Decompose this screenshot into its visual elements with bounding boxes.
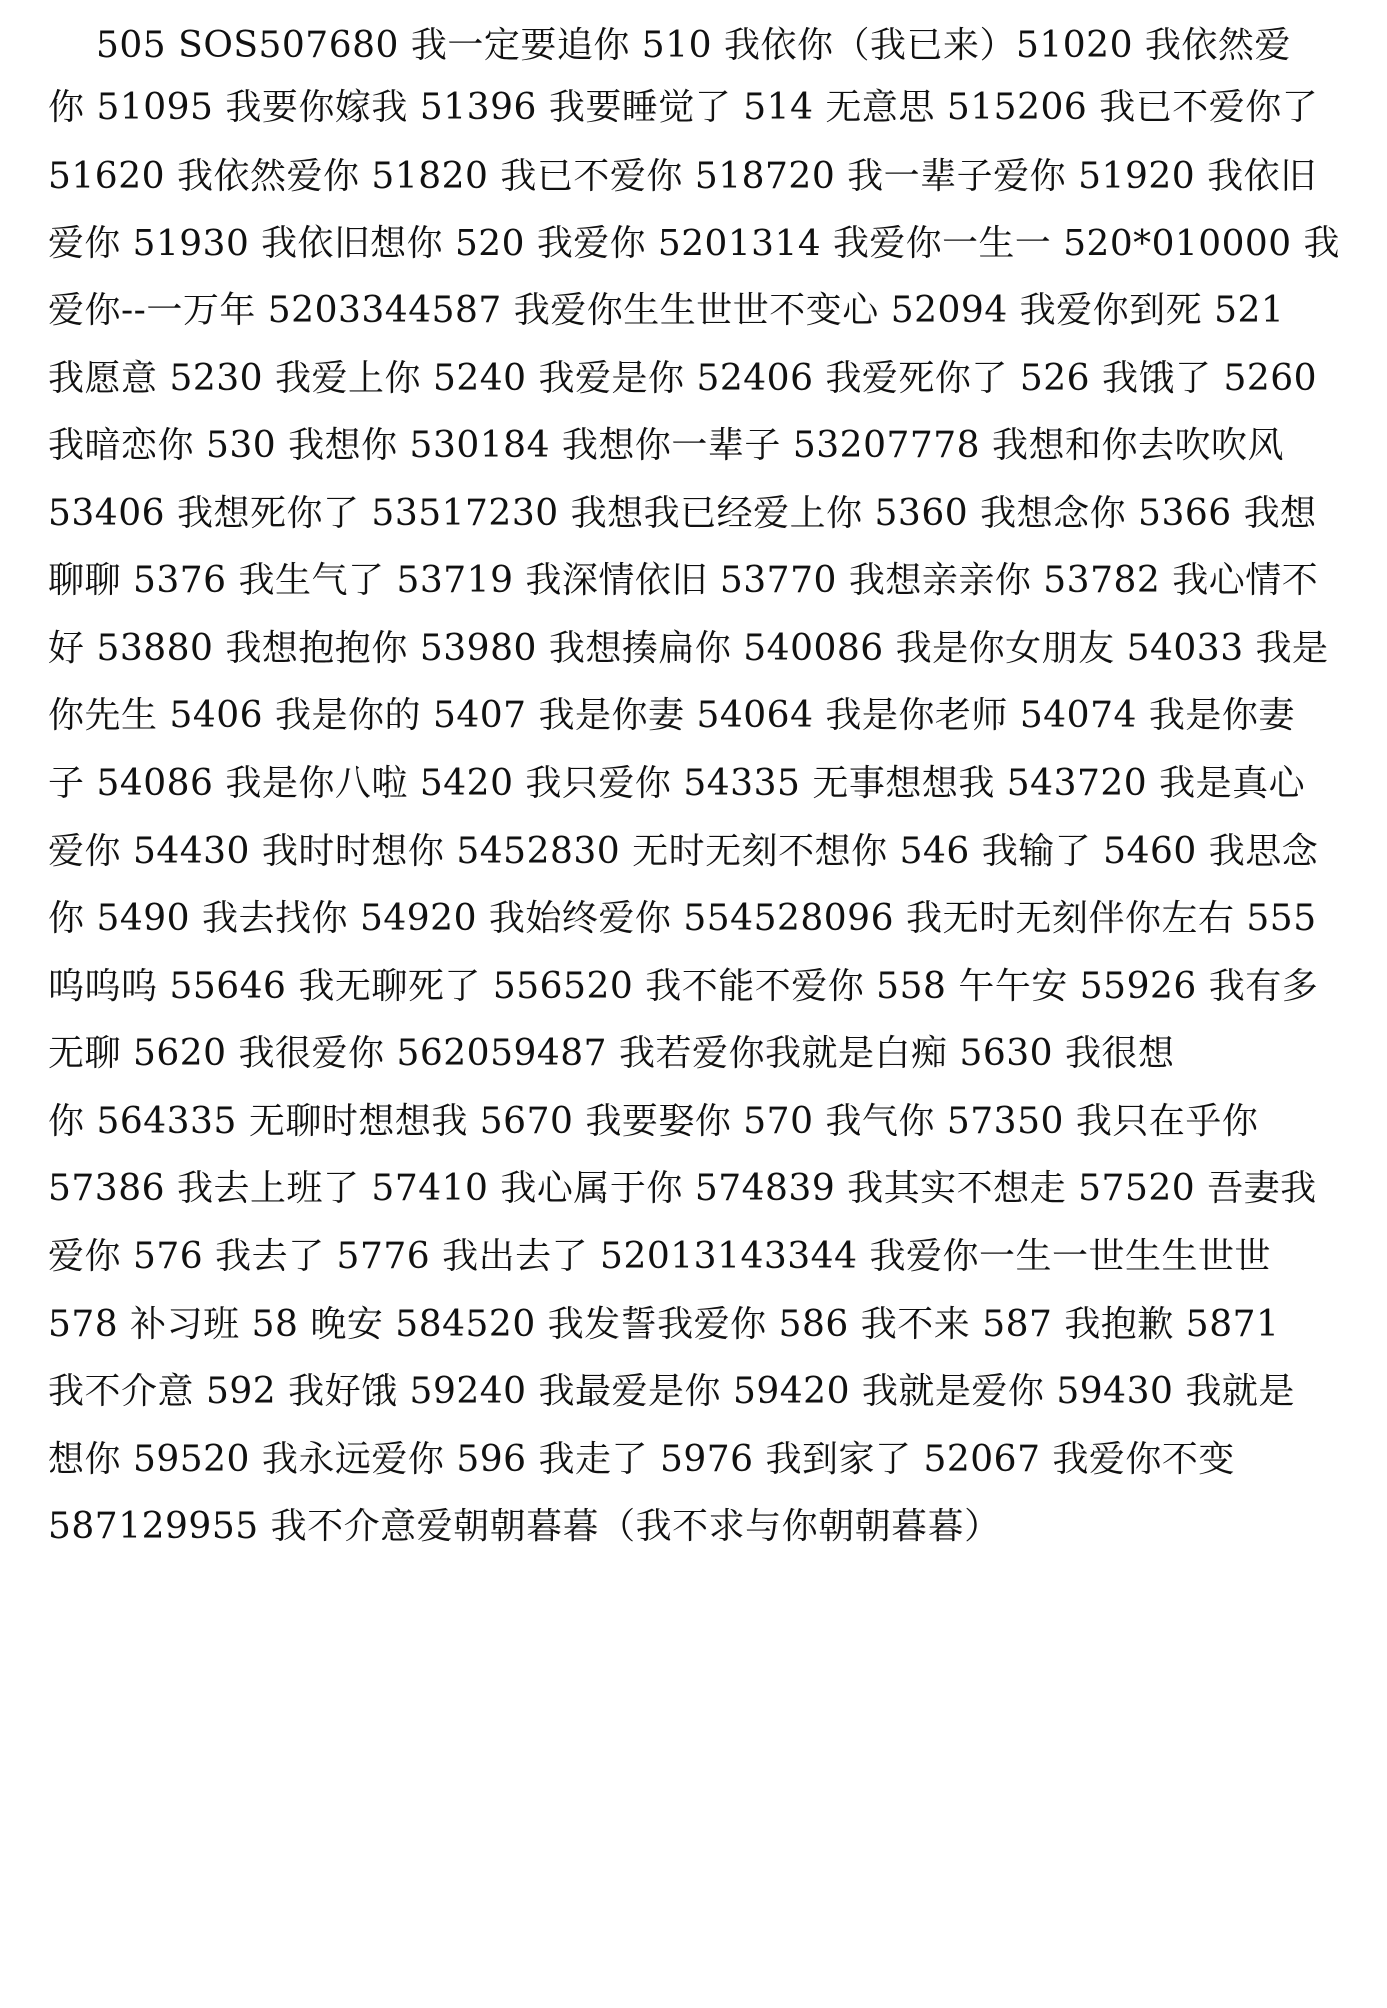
text-line-3: 51620 我依然爱你 51820 我已不爱你 518720 我一辈子爱你 51920 我依旧 xyxy=(48,156,1317,197)
text-line-20: 578 补习班 58 晚安 584520 我发誓我爱你 586 我不来 587 我抱歉 5871 xyxy=(48,1304,1280,1345)
text-line-23: 587129955 我不介意爱朝朝暮暮（我不求与你朝朝暮暮） xyxy=(48,1506,1001,1547)
text-line-21: 我不介意 592 我好饿 59240 我最爱是你 59420 我就是爱你 59430 我就是 xyxy=(48,1371,1295,1412)
text-line-13: 爱你 54430 我时时想你 5452830 无时无刻不想你 546 我输了 5460 我思念 xyxy=(48,831,1319,872)
text-line-7: 我暗恋你 530 我想你 530184 我想你一辈子 53207778 我想和你去吹吹风 xyxy=(48,425,1285,466)
text-line-14: 你 5490 我去找你 54920 我始终爱你 554528096 我无时无刻伴你左右 555 xyxy=(48,898,1317,939)
text-line-15: 呜呜呜 55646 我无聊死了 556520 我不能不爱你 558 午午安 55926 我有多 xyxy=(48,966,1319,1007)
text-line-2: 你 51095 我要你嫁我 51396 我要睡觉了 514 无意思 515206 我已不爱你了 xyxy=(48,87,1319,128)
text-line-1: 505 SOS507680 我一定要追你 510 我依你（我已来）51020 我依然爱 xyxy=(96,25,1291,66)
text-line-6: 我愿意 5230 我爱上你 5240 我爱是你 52406 我爱死你了 526 我饿了 5260 xyxy=(48,358,1318,399)
text-line-19: 爱你 576 我去了 5776 我出去了 52013143344 我爱你一生一世生生世世 xyxy=(48,1236,1271,1277)
text-line-16: 无聊 5620 我很爱你 562059487 我若爱你我就是白痴 5630 我很想 xyxy=(48,1033,1175,1074)
text-line-9: 聊聊 5376 我生气了 53719 我深情依旧 53770 我想亲亲你 53782 我心情不 xyxy=(48,560,1319,601)
text-line-5: 爱你--一万年 5203344587 我爱你生生世世不变心 52094 我爱你到死 521 xyxy=(48,290,1285,331)
text-line-11: 你先生 5406 我是你的 5407 我是你妻 54064 我是你老师 54074 我是你妻 xyxy=(48,695,1295,736)
text-line-18: 57386 我去上班了 57410 我心属于你 574839 我其实不想走 57520 吾妻我 xyxy=(48,1168,1317,1209)
text-line-10: 好 53880 我想抱抱你 53980 我想揍扁你 540086 我是你女朋友 54033 我是 xyxy=(48,628,1329,669)
text-line-12: 子 54086 我是你八啦 5420 我只爱你 54335 无事想想我 543720 我是真心 xyxy=(48,763,1306,804)
text-line-17: 你 564335 无聊时想想我 5670 我要娶你 570 我气你 57350 我只在乎你 xyxy=(48,1101,1259,1142)
text-line-4: 爱你 51930 我依旧想你 520 我爱你 5201314 我爱你一生一 520*010000 我 xyxy=(48,223,1340,264)
text-line-22: 想你 59520 我永远爱你 596 我走了 5976 我到家了 52067 我爱你不变 xyxy=(48,1439,1235,1480)
text-line-8: 53406 我想死你了 53517230 我想我已经爱上你 5360 我想念你 5366 我想 xyxy=(48,493,1317,534)
